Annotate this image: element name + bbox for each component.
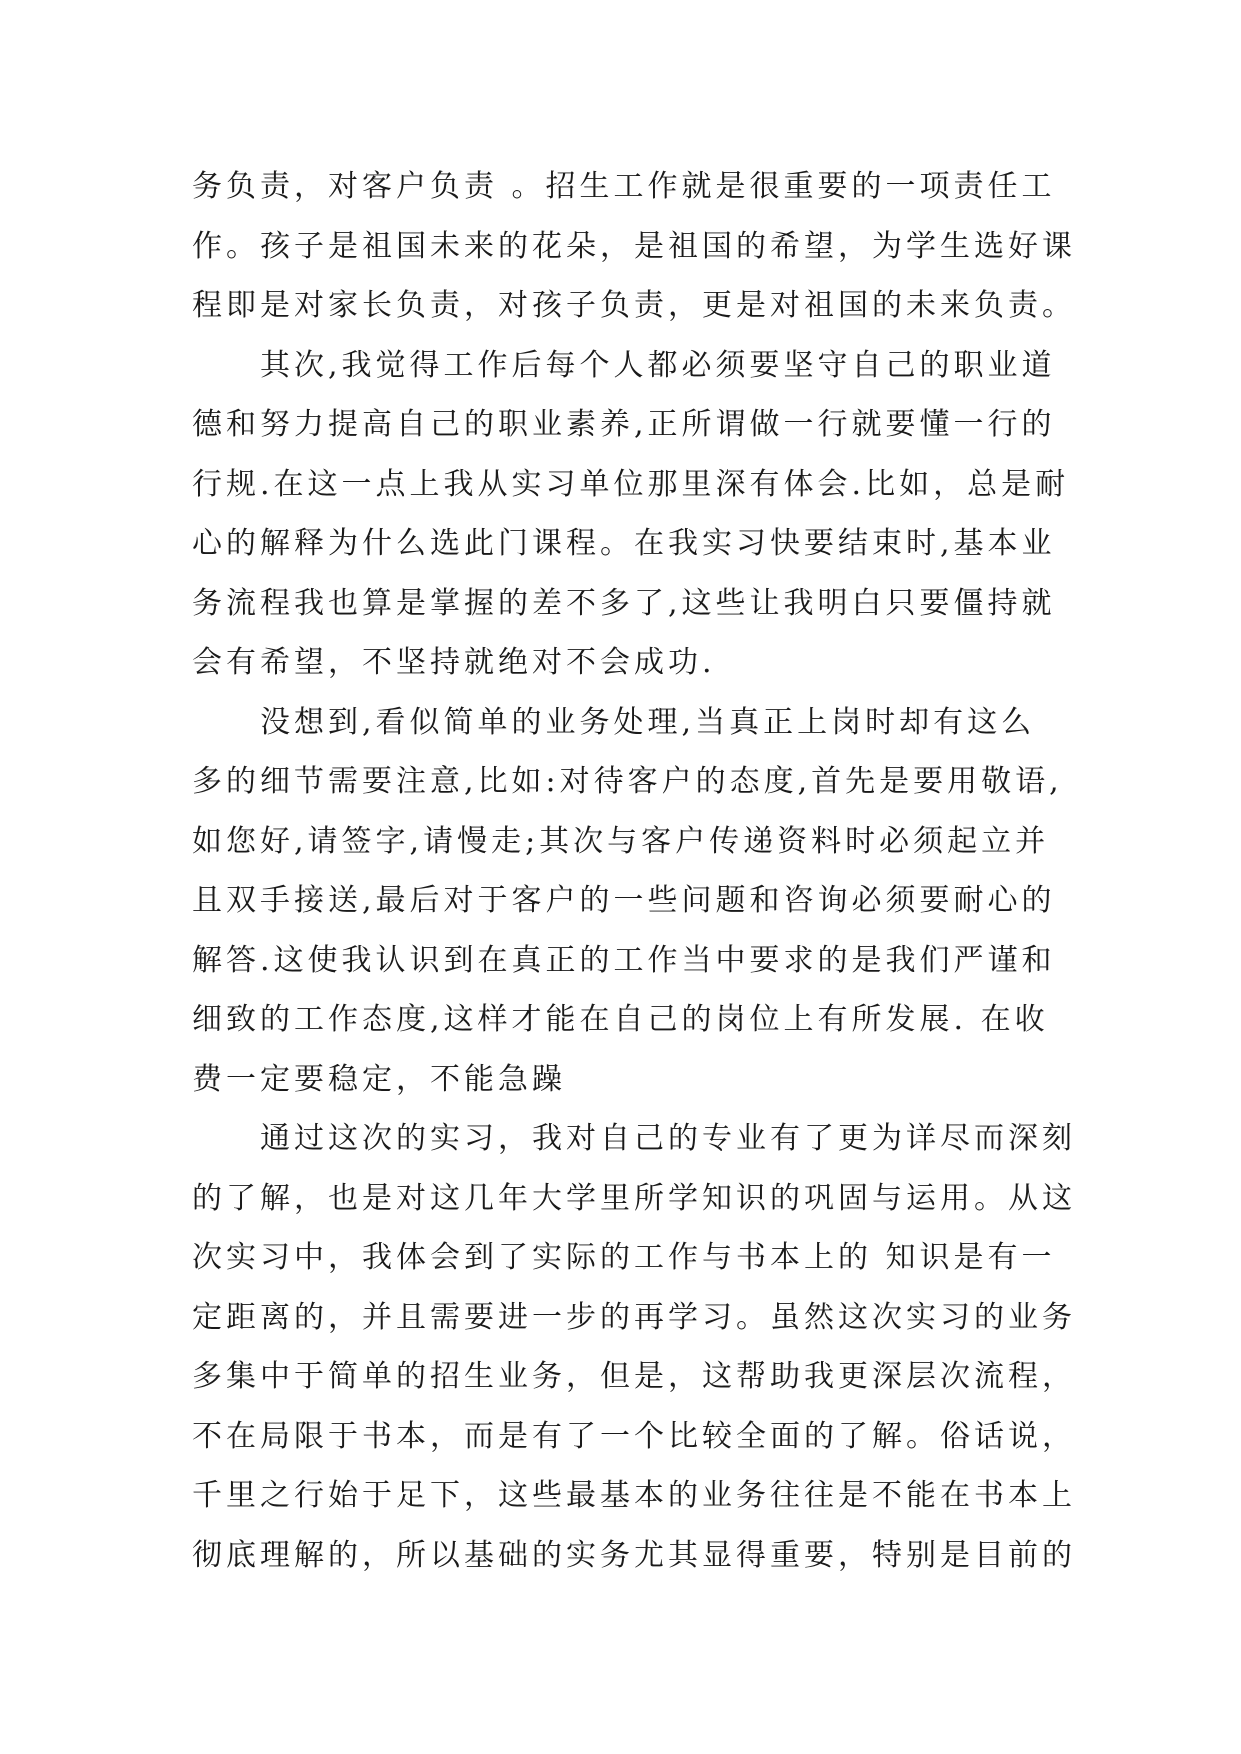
text-line: 多集中于简单的招生业务，但是，这帮助我更深层次流程， bbox=[192, 1359, 1076, 1394]
text-line: 行规.在这一点上我从实习单位那里深有体会.比如，总是耐 bbox=[192, 466, 1070, 502]
text-line: 细致的工作态度,这样才能在自己的岗位上有所发展. 在收 bbox=[192, 1002, 1049, 1037]
text-line: 多的细节需要注意,比如:对待客户的态度,首先是要用敬语, bbox=[192, 764, 1063, 799]
text-line: 彻底理解的，所以基础的实务尤其显得重要，特别是目前的 bbox=[192, 1537, 1076, 1573]
text-line: 解答.这使我认识到在真正的工作当中要求的是我们严谨和 bbox=[192, 942, 1056, 978]
text-line: 没想到,看似简单的业务处理,当真正上岗时却有这么 bbox=[192, 704, 1036, 740]
text-line: 不在局限于书本，而是有了一个比较全面的了解。俗话说， bbox=[192, 1418, 1076, 1454]
text-line: 次实习中，我体会到了实际的工作与书本上的 知识是有一 bbox=[192, 1240, 1056, 1275]
document-body-text bbox=[192, 157, 1076, 1585]
text-line: 心的解释为什么选此门课程。在我实习快要结束时,基本业 bbox=[192, 526, 1056, 561]
text-line: 的了解，也是对这几年大学里所学知识的巩固与运用。从这 bbox=[192, 1180, 1076, 1216]
text-line: 如您好,请签字,请慢走;其次与客户传递资料时必须起立并 bbox=[192, 823, 1050, 859]
text-line: 务流程我也算是掌握的差不多了,这些让我明白只要僵持就 bbox=[192, 585, 1056, 621]
text-line: 作。孩子是祖国未来的花朵，是祖国的希望，为学生选好课 bbox=[192, 228, 1076, 264]
text-line: 德和努力提高自己的职业素养,正所谓做一行就要懂一行的 bbox=[192, 407, 1056, 442]
text-line: 通过这次的实习，我对自己的专业有了更为详尽而深刻 bbox=[192, 1121, 1076, 1156]
text-line: 其次,我觉得工作后每个人都必须要坚守自己的职业道 bbox=[192, 347, 1056, 383]
text-line: 定距离的，并且需要进一步的再学习。虽然这次实习的业务 bbox=[192, 1299, 1076, 1335]
text-line: 千里之行始于足下，这些最基本的业务往往是不能在书本上 bbox=[192, 1478, 1076, 1513]
text-line: 务负责，对客户负责 。招生工作就是很重要的一项责任工 bbox=[192, 169, 1056, 204]
text-line: 费一定要稳定，不能急躁 bbox=[192, 1061, 566, 1097]
text-line: 会有希望，不坚持就绝对不会成功. bbox=[192, 645, 716, 680]
text-line: 且双手接送,最后对于客户的一些问题和咨询必须要耐心的 bbox=[192, 883, 1056, 918]
text-line: 程即是对家长负责，对孩子负责，更是对祖国的未来负责。 bbox=[192, 288, 1076, 323]
